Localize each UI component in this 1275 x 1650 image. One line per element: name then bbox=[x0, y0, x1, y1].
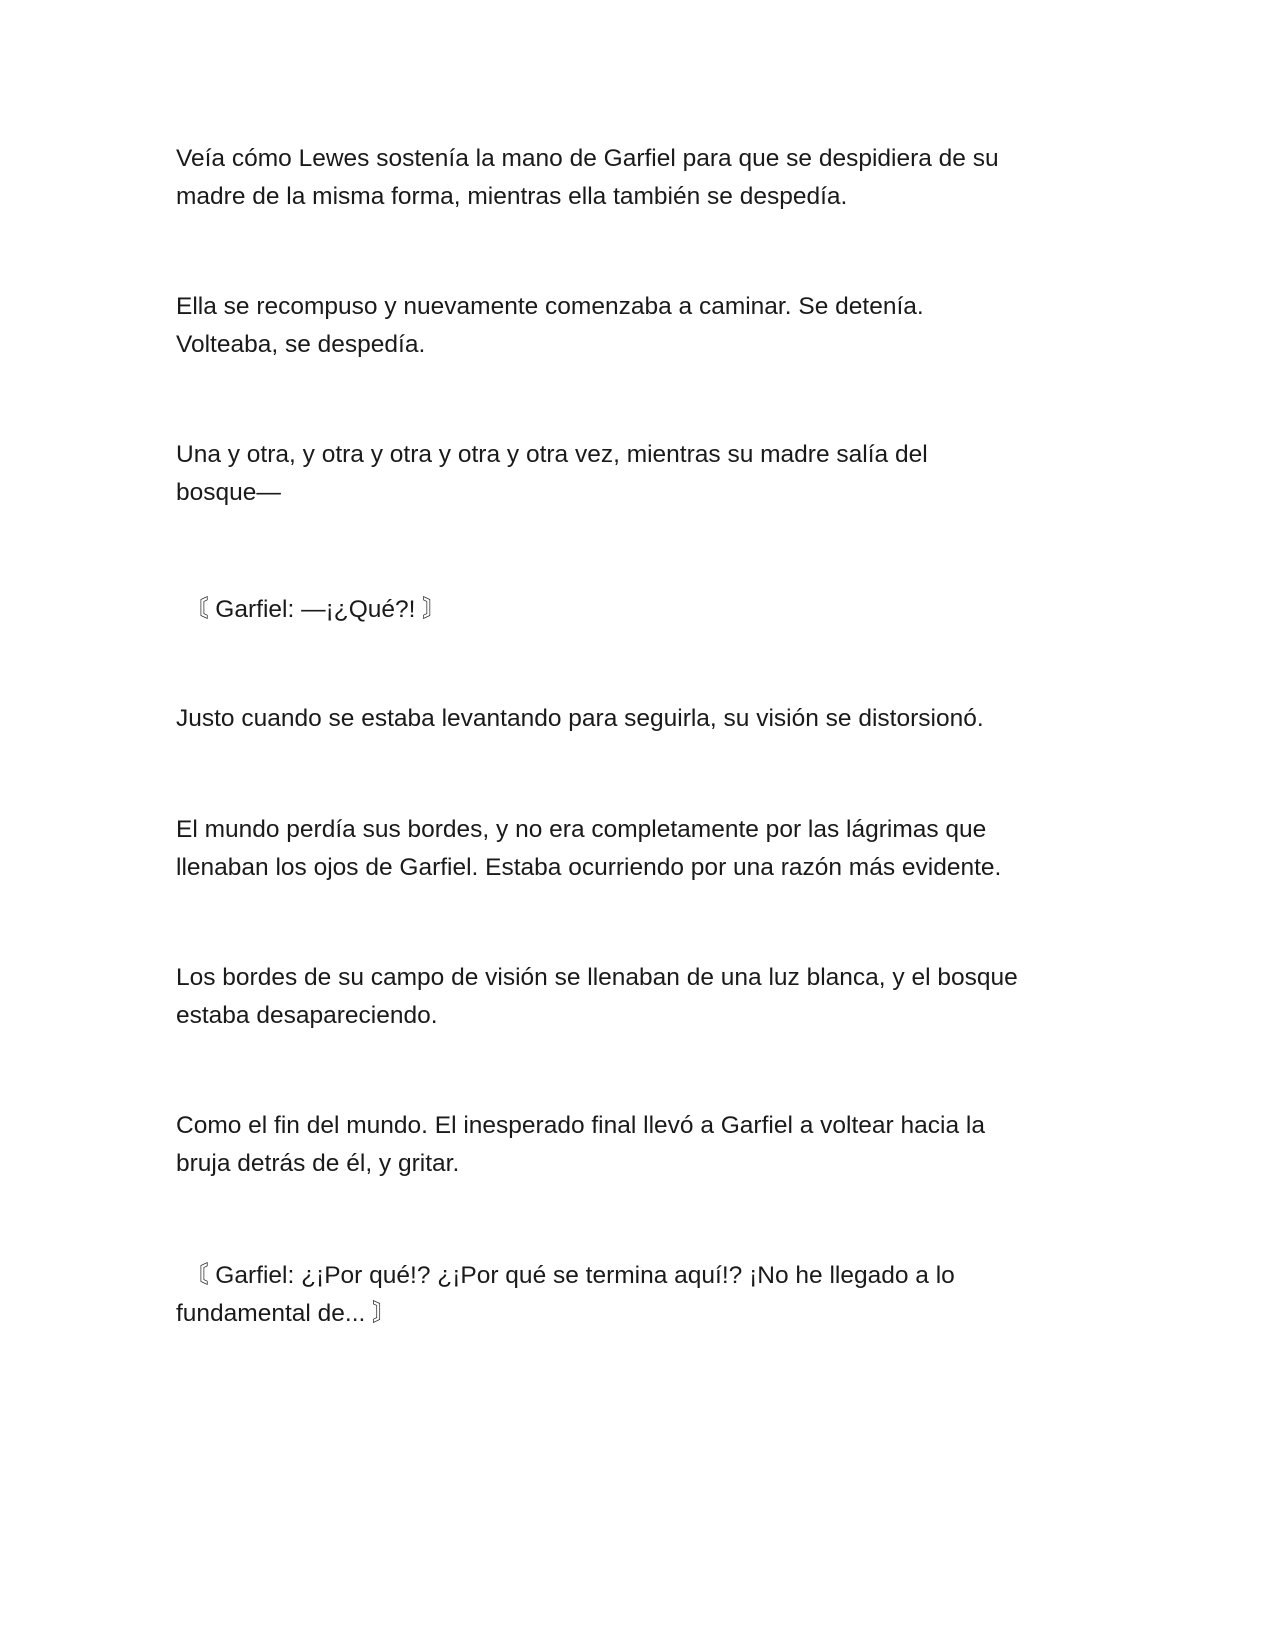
paragraph-5 bbox=[176, 700, 1096, 738]
paragraph-1 bbox=[176, 140, 1096, 216]
paragraph-7 bbox=[176, 959, 1096, 1035]
paragraph-line: El mundo perdía sus bordes, y no era completamente por las lágrimas que bbox=[176, 816, 987, 843]
dialogue-line-1 bbox=[184, 591, 1104, 629]
dialogue-line-2 bbox=[176, 1257, 1096, 1333]
paragraph-line: Veía cómo Lewes sostenía la mano de Garfiel para que se despidiera de su bbox=[176, 145, 999, 172]
paragraph-line: Los bordes de su campo de visión se llenaban de una luz blanca, y el bosque bbox=[176, 964, 1018, 991]
paragraph-line: Ella se recompuso y nuevamente comenzaba a caminar. Se detenía. bbox=[176, 293, 924, 320]
paragraph-3 bbox=[176, 436, 1096, 512]
paragraph-line: Justo cuando se estaba levantando para seguirla, su visión se distorsionó. bbox=[176, 705, 984, 732]
paragraph-6 bbox=[176, 811, 1096, 887]
paragraph-line: Una y otra, y otra y otra y otra y otra vez, mientras su madre salía del bbox=[176, 441, 928, 468]
paragraph-line: llenaban los ojos de Garfiel. Estaba ocurriendo por una razón más evidente. bbox=[176, 854, 1002, 881]
paragraph-line: bosque— bbox=[176, 479, 281, 506]
paragraph-2 bbox=[176, 288, 1096, 364]
paragraph-line: Como el fin del mundo. El inesperado final llevó a Garfiel a voltear hacia la bbox=[176, 1112, 985, 1139]
paragraph-8 bbox=[176, 1107, 1096, 1183]
paragraph-line: bruja detrás de él, y gritar. bbox=[176, 1150, 460, 1177]
dialogue-text: 〘 Garfiel: —¡¿Qué?! 〙 bbox=[184, 596, 447, 623]
dialogue-text: 〘 Garfiel: ¿¡Por qué!? ¿¡Por qué se termina aquí!? ¡No he llegado a lo bbox=[184, 1262, 955, 1289]
dialogue-text: fundamental de... 〙 bbox=[176, 1300, 397, 1327]
paragraph-line: madre de la misma forma, mientras ella también se despedía. bbox=[176, 183, 848, 210]
paragraph-line: Volteaba, se despedía. bbox=[176, 331, 426, 358]
paragraph-line: estaba desapareciendo. bbox=[176, 1002, 438, 1029]
